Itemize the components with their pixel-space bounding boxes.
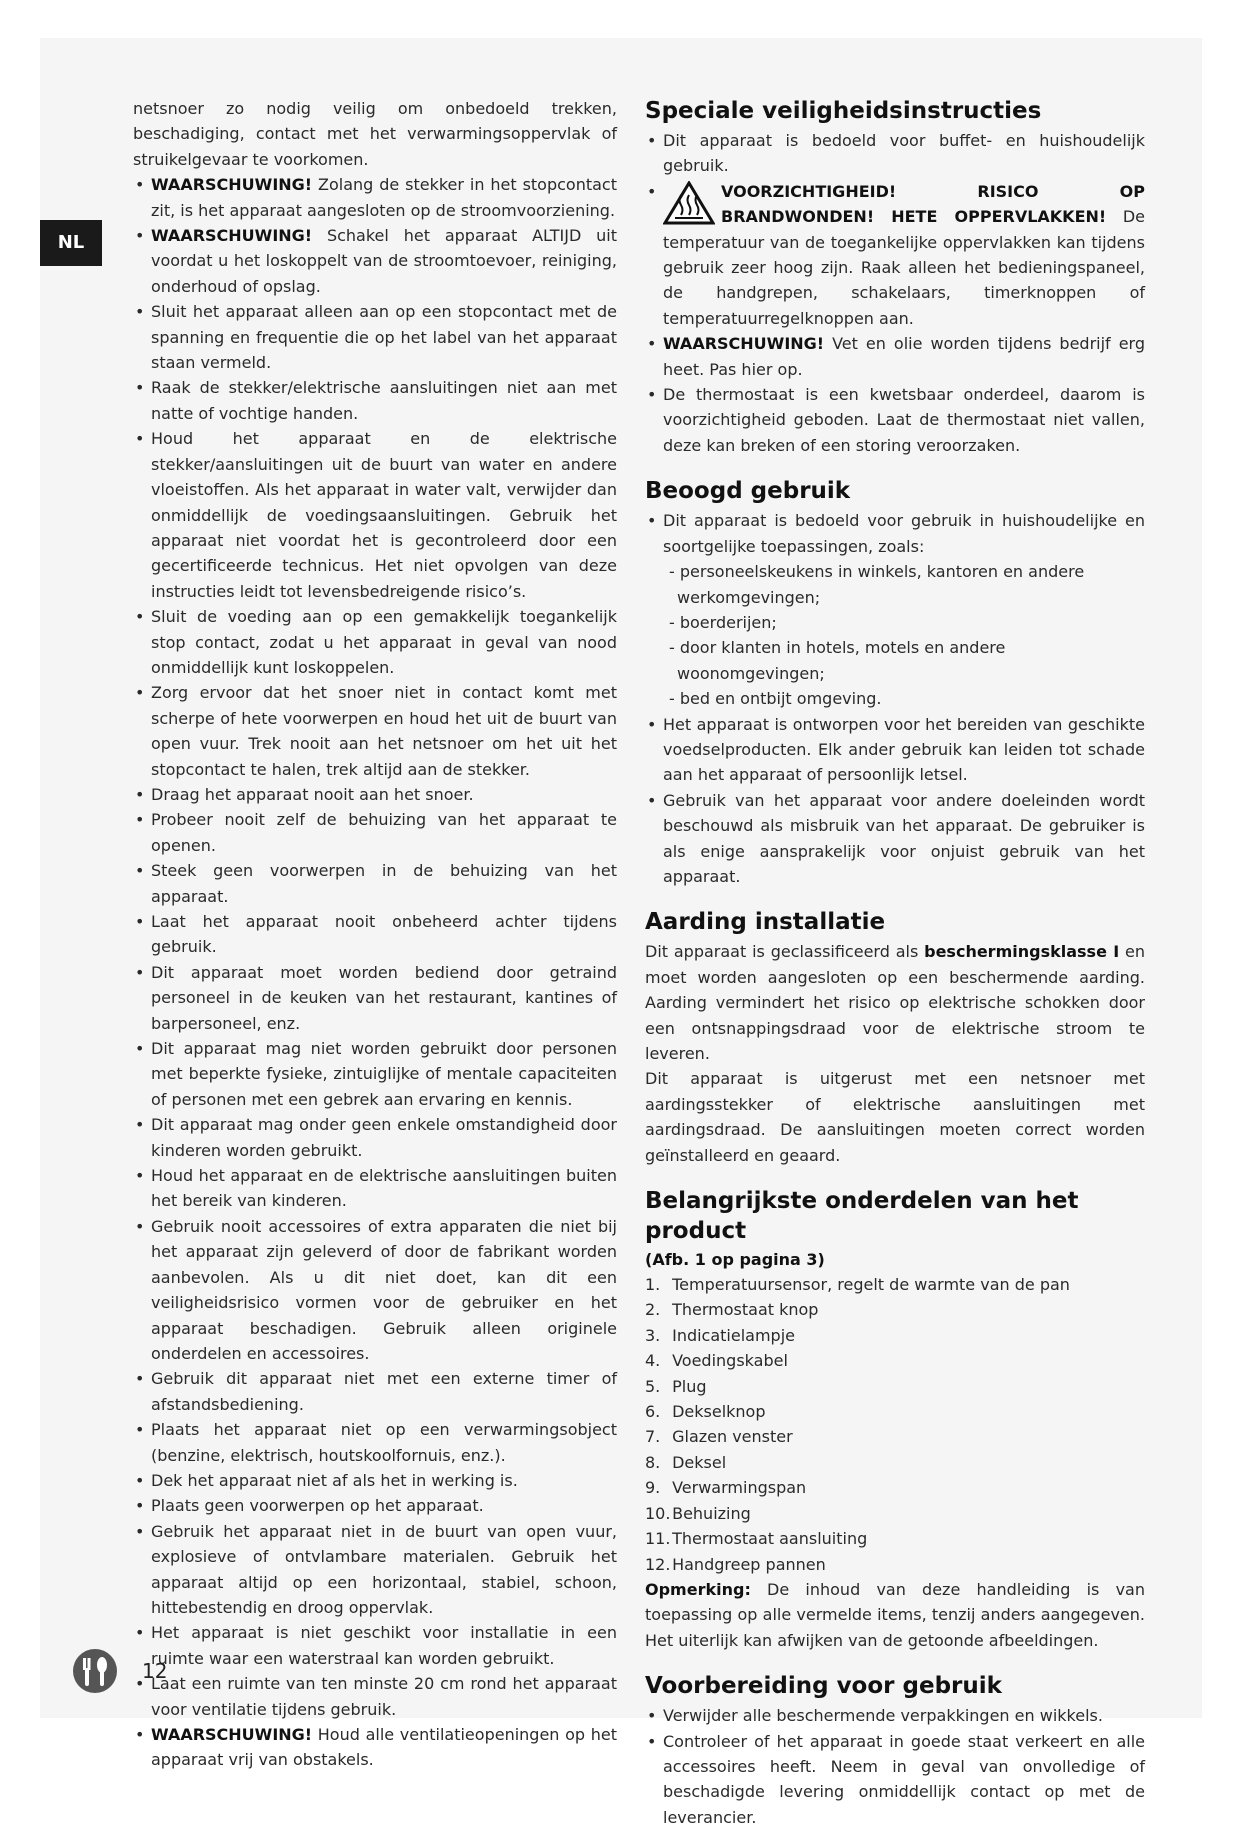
list-item: • Laat het apparaat nooit onbeheerd achter tijdens gebruik.: [133, 909, 617, 960]
note-paragraph: Opmerking: De inhoud van deze handleiding is van toepassing op alle vermelde items, tenzij anders aangegeven. Het uiterlijk kan afwijken van de getoonde afbeeldingen.: [645, 1579, 1145, 1650]
special-safety-list: [645, 128, 1145, 458]
section-title-preparation: Voorbereiding voor gebruik: [645, 1673, 1002, 1700]
preparation-list: [645, 1703, 1145, 1830]
dash-item: - personeelskeukens in winkels, kantoren en andere werkomgevingen;: [669, 562, 1085, 607]
section-title-intended-use: Beoogd gebruik: [645, 478, 851, 505]
part-item: 6. Dekselknop: [645, 1402, 766, 1422]
part-item: 7. Glazen venster: [645, 1427, 793, 1447]
part-item: 9. Verwarmingspan: [645, 1478, 807, 1498]
part-item: 2. Thermostaat knop: [645, 1300, 819, 1320]
part-item: 11. Thermostaat aansluiting: [645, 1529, 868, 1549]
part-item: 3. Indicatielampje: [645, 1325, 795, 1345]
list-item: • WAARSCHUWING! Zolang de stekker in het stopcontact zit, is het apparaat aangesloten op de stroomvoorziening.: [133, 172, 617, 223]
part-item: 1. Temperatuursensor, regelt de warmte van de pan: [645, 1275, 1070, 1295]
part-item: 5. Plug: [645, 1376, 707, 1396]
list-item: • Draag het apparaat nooit aan het snoer.: [133, 782, 617, 807]
section-title-safety: Speciale veiligheidsinstructies: [645, 98, 1042, 124]
earthing-paragraph-2: Dit apparaat is uitgerust met een netsnoer met aardingsstekker of elektrische aansluitingen met aardingsdraad. De aansluitingen moeten correct worden geïnstalleerd en geaard.: [645, 1069, 1145, 1165]
parts-list: [645, 1272, 1145, 1577]
list-item: • Houd het apparaat en de elektrische stekker/aansluitingen uit de buurt van water en andere vloeistoffen. Als het apparaat in water valt, verwijder dan onmiddellijk de voedingsaansluitingen. Gebruik het apparaat niet voordat het is gecontroleerd door een gecertificeerde technicus. Het niet opvolgen van deze instructies leidt tot levensbedreigende risico’s.: [133, 426, 617, 604]
part-item: 4. Voedingskabel: [645, 1351, 788, 1371]
list-item: • Gebruik nooit accessoires of extra apparaten die niet bij het apparaat zijn geleverd of door de fabrikant worden aanbevolen. Als u dit niet doet, kan dit een veiligheidsrisico vormen voor de gebruiker en het apparaat beschadigen. Gebruik alleen originele onderdelen en accessoires.: [133, 1214, 617, 1366]
part-item: 10. Behuizing: [645, 1503, 751, 1523]
earthing-paragraph-1: Dit apparaat is geclassificeerd als beschermingsklasse I en moet worden aangesloten op een beschermende aarding. Aarding vermindert het risico op elektrische schokken door een ontsnappingsdraad voor de elektrische stroom te leveren.: [645, 942, 1146, 1063]
list-item: • Dit apparaat moet worden bediend door getraind personeel in de keuken van het restaurant, kantines of barpersoneel, enz.: [133, 960, 617, 1036]
list-item: • Gebruik het apparaat niet in de buurt van open vuur, explosieve of ontvlambare materialen. Gebruik het apparaat altijd op een horizontaal, stabiel, schoon, hittebestendig en droog oppervlak.: [133, 1519, 617, 1621]
list-item: • Gebruik van het apparaat voor andere doeleinden wordt beschouwd als misbruik van het apparaat. De gebruiker is als enige aansprakelijk voor onjuist gebruik van het apparaat.: [645, 788, 1145, 890]
list-item: • De thermostaat is een kwetsbaar onderdeel, daarom is voorzichtigheid geboden. Laat de thermostaat niet vallen, deze kan breken of een storing veroorzaken.: [645, 382, 1145, 458]
list-item: • Plaats het apparaat niet op een verwarmingsobject (benzine, elektrisch, houtskoolfornuis, enz.).: [133, 1417, 617, 1468]
dash-item: - boerderijen;: [669, 612, 777, 632]
part-item: 12. Handgreep pannen: [645, 1554, 826, 1574]
page-number: 12: [142, 1659, 168, 1683]
list-item: • Controleer of het apparaat in goede staat verkeert en alle accessoires heeft. Neem in geval van onvolledige of beschadigde levering onmiddellijk contact op met de leverancier.: [645, 1729, 1145, 1830]
dash-item: - bed en ontbijt omgeving.: [669, 689, 882, 709]
list-item: • Het apparaat is niet geschikt voor installatie in een ruimte waar een waterstraal kan worden gebruikt.: [133, 1620, 617, 1671]
list-item: • Laat een ruimte van ten minste 20 cm rond het apparaat voor ventilatie tijdens gebruik.: [133, 1671, 617, 1722]
safety-list: [133, 172, 617, 1773]
list-item: • Sluit de voeding aan op een gemakkelijk toegankelijk stop contact, zodat u het apparaat in geval van nood onmiddellijk kunt loskoppelen.: [133, 604, 617, 680]
section-title-earthing: Aarding installatie: [645, 909, 886, 936]
list-item: • Gebruik dit apparaat niet met een externe timer of afstandsbediening.: [133, 1366, 617, 1417]
dash-item: - door klanten in hotels, motels en andere woonomgevingen;: [669, 638, 1006, 683]
list-item: • WAARSCHUWING! Vet en olie worden tijdens bedrijf erg heet. Pas hier op.: [645, 331, 1145, 382]
section-title-parts: Belangrijkste onderdelen van het product: [645, 1188, 1079, 1245]
usage-examples: [645, 559, 1145, 711]
list-item: • Raak de stekker/elektrische aansluitingen niet aan met natte of vochtige handen.: [133, 375, 617, 426]
list-item: • Plaats geen voorwerpen op het apparaat.: [133, 1493, 617, 1518]
list-item: • Zorg ervoor dat het snoer niet in contact komt met scherpe of hete voorwerpen en houd het uit de buurt van open vuur. Trek nooit aan het netsnoer om het uit het stopcontact te halen, trek altijd aan de stekker.: [133, 680, 617, 782]
cutlery-logo-icon: [72, 1648, 118, 1694]
list-item: • WAARSCHUWING! Houd alle ventilatieopeningen op het apparaat vrij van obstakels.: [133, 1722, 617, 1773]
language-tab: NL: [40, 220, 102, 266]
list-item: • Sluit het apparaat alleen aan op een stopcontact met de spanning en frequentie die op het label van het apparaat staan vermeld.: [133, 299, 617, 375]
list-item: • Het apparaat is ontworpen voor het bereiden van geschikte voedselproducten. Elk ander gebruik kan leiden tot schade aan het apparaat of persoonlijk letsel.: [645, 712, 1145, 788]
right-column: [645, 96, 1145, 1830]
list-item: • Dit apparaat is bedoeld voor buffet- en huishoudelijk gebruik.: [645, 128, 1145, 179]
list-item: • Dit apparaat mag niet worden gebruikt door personen met beperkte fysieke, zintuiglijke of mentale capaciteiten of personen met een gebrek aan ervaring en kennis.: [133, 1036, 617, 1112]
list-item: • Dek het apparaat niet af als het in werking is.: [133, 1468, 617, 1493]
list-item: • VOORZICHTIGHEID! RISICO OP BRANDWONDEN! HETE OPPERVLAKKEN! De temperatuur van de toegankelijke oppervlakken kan tijdens gebruik zeer hoog zijn. Raak alleen het bedieningspaneel, de handgrepen, schakelaars, timerknoppen of temperatuurregelknoppen aan.: [645, 179, 1145, 331]
intended-use-list: [645, 508, 1145, 559]
intro-paragraph: netsnoer zo nodig veilig om onbedoeld trekken, beschadiging, contact met het verwarmingsoppervlak of struikelgevaar te voorkomen.: [133, 99, 617, 169]
list-item: • Steek geen voorwerpen in de behuizing van het apparaat.: [133, 858, 617, 909]
figure-reference: (Afb. 1 op pagina 3): [645, 1250, 825, 1270]
list-item: • Probeer nooit zelf de behuizing van het apparaat te openen.: [133, 807, 617, 858]
part-item: 8. Deksel: [645, 1452, 727, 1472]
list-item: • Dit apparaat mag onder geen enkele omstandigheid door kinderen worden gebruikt.: [133, 1112, 617, 1163]
list-item: • Houd het apparaat en de elektrische aansluitingen buiten het bereik van kinderen.: [133, 1163, 617, 1214]
hot-surface-warning-icon: [663, 181, 715, 225]
intended-use-list-2: [645, 712, 1145, 890]
list-item: • Verwijder alle beschermende verpakkingen en wikkels.: [645, 1703, 1145, 1728]
list-item: • WAARSCHUWING! Schakel het apparaat ALTIJD uit voordat u het loskoppelt van de stroomtoevoer, reiniging, onderhoud of opslag.: [133, 223, 617, 299]
left-column: [133, 96, 617, 1773]
list-item: • Dit apparaat is bedoeld voor gebruik in huishoudelijke en soortgelijke toepassingen, zoals:: [645, 508, 1145, 559]
